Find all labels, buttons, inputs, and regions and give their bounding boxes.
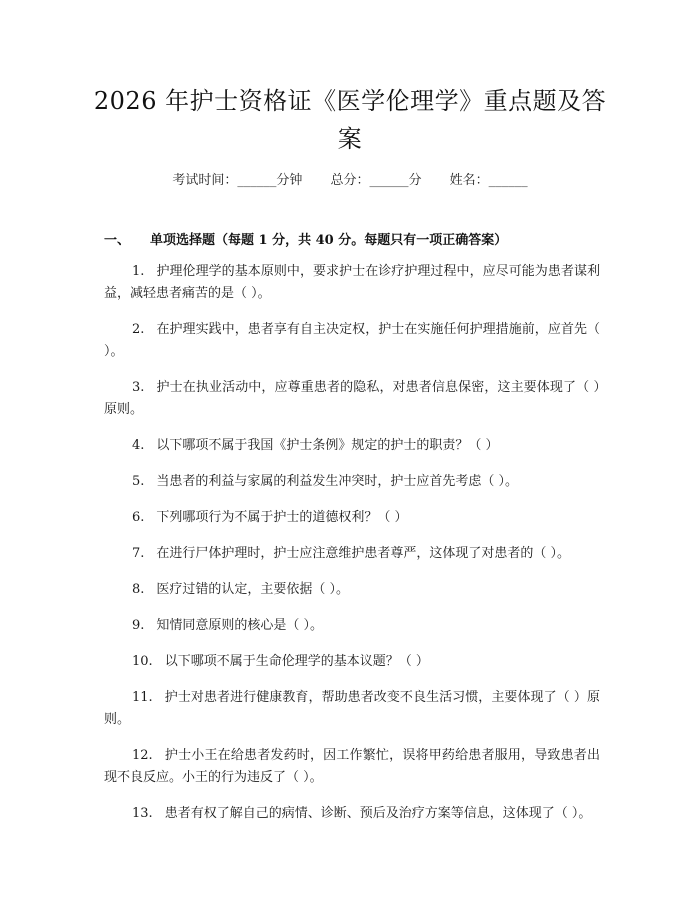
question-number: 6. [132, 510, 145, 525]
question-text: 患者有权了解自己的病情、诊断、预后及治疗方案等信息，这体现了（ ）。 [164, 806, 592, 821]
question-number: 11. [132, 690, 153, 705]
question-number: 3. [132, 380, 145, 395]
question-number: 12. [132, 748, 153, 763]
question-list [104, 261, 600, 839]
question-item [104, 745, 600, 789]
question-item [104, 579, 600, 601]
question-text: 护士小王在给患者发药时，因工作繁忙，误将甲药给患者服用，导致患者出现不良反应。小王的行为违反了（ ）。 [104, 748, 600, 785]
question-text: 下列哪项行为不属于护士的道德权利？（ ） [156, 510, 408, 525]
question-text: 在进行尸体护理时，护士应注意维护患者尊严，这体现了对患者的（ ）。 [156, 546, 571, 561]
exam-info-line [0, 169, 700, 188]
question-text: 以下哪项不属于我国《护士条例》规定的护士的职责？（ ） [156, 438, 499, 453]
question-item [104, 377, 600, 421]
question-text: 以下哪项不属于生命伦理学的基本议题？（ ） [164, 654, 429, 669]
question-item [104, 687, 600, 731]
question-number: 1. [132, 264, 145, 279]
question-text: 知情同意原则的核心是（ ）。 [156, 618, 324, 633]
question-number: 7. [132, 546, 145, 561]
question-item [104, 261, 600, 305]
question-item [104, 507, 600, 529]
exam-time-field: 考试时间：______分钟 [172, 173, 303, 188]
question-number: 2. [132, 322, 145, 337]
question-item [104, 543, 600, 565]
question-item [104, 319, 600, 363]
question-number: 8. [132, 582, 145, 597]
question-text: 医疗过错的认定，主要依据（ ）。 [156, 582, 350, 597]
document-title: 2026 年护士资格证《医学伦理学》重点题及答案 [93, 87, 607, 153]
section-title: 单项选择题（每题 1 分，共 40 分。每题只有一项正确答案） [150, 233, 508, 248]
question-item [104, 651, 600, 673]
question-text: 当患者的利益与家属的利益发生冲突时，护士应首先考虑（ ）。 [156, 474, 519, 489]
section-heading [104, 229, 507, 248]
question-text: 护理伦理学的基本原则中，要求护士在诊疗护理过程中，应尽可能为患者谋利益，减轻患者痛苦的是（ ）。 [104, 264, 600, 301]
question-text: 护士对患者进行健康教育，帮助患者改变不良生活习惯，主要体现了（ ）原则。 [104, 690, 600, 727]
question-text: 在护理实践中，患者享有自主决定权，护士在实施任何护理措施前，应首先（ ）。 [104, 322, 600, 359]
question-item [104, 435, 600, 457]
section-number: 一、 [104, 233, 131, 248]
name-field: 姓名：______ [449, 173, 528, 188]
question-number: 4. [132, 438, 145, 453]
question-number: 13. [132, 806, 153, 821]
total-score-field: 总分：______分 [330, 173, 422, 188]
question-item [104, 471, 600, 493]
question-number: 5. [132, 474, 145, 489]
question-number: 10. [132, 654, 153, 669]
question-item [104, 803, 600, 825]
question-item [104, 615, 600, 637]
question-text: 护士在执业活动中，应尊重患者的隐私，对患者信息保密，这主要体现了（ ）原则。 [104, 380, 600, 417]
question-number: 9. [132, 618, 145, 633]
